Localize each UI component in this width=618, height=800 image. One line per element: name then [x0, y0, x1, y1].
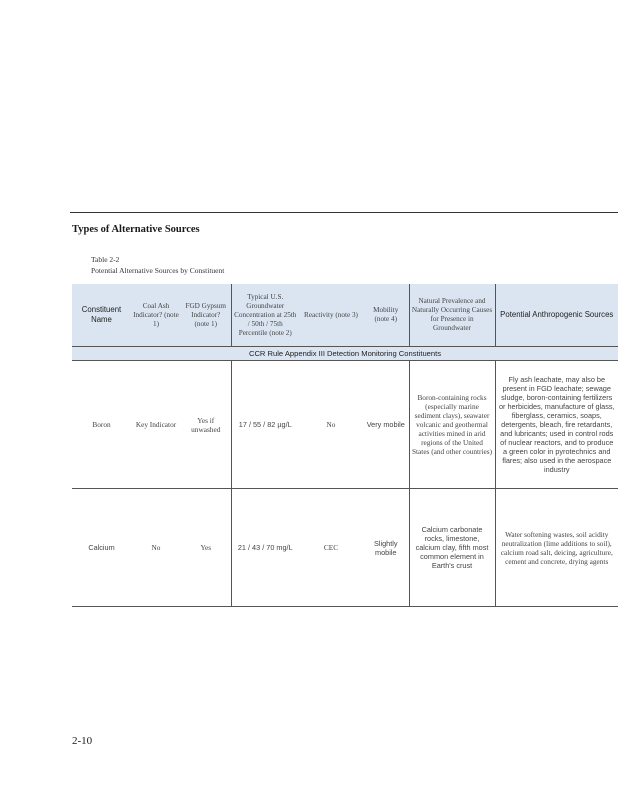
- header-anthropogenic-sources: Potential Anthropogenic Sources: [495, 284, 618, 347]
- header-coal-ash-indicator: Coal Ash Indicator? (note 1): [131, 284, 181, 347]
- header-reactivity: Reactivity (note 3): [299, 284, 363, 347]
- row-mobility: Very mobile: [363, 361, 409, 489]
- row-natural-prevalence: Calcium carbonate rocks, limestone, calcium clay, fifth most common element in Earth's crust: [409, 489, 495, 607]
- row-anthropogenic-sources: Fly ash leachate, may also be present in FGD leachate; sewage sludge, boron-containing fertilizers or herbicides, manufacture of glass, fiberglass, ceramics, soaps, detergents, bleach, fire retardants, and lubricants; used in control rods of nuclear reactors, and to produce a green color in pyrotechnics and flares; also used in the aerospace industry: [495, 361, 618, 489]
- table-row: [72, 361, 618, 489]
- row-anthropogenic-sources: Water softening wastes, soil acidity neutralization (lime additions to soil), calcium road salt, deicing, agriculture, cement and concrete, drying agents: [495, 489, 618, 607]
- header-mobility: Mobility (note 4): [363, 284, 409, 347]
- row-mobility: Slightly mobile: [363, 489, 409, 607]
- row-coal-ash: No: [131, 489, 181, 607]
- row-concentration: 21 / 43 / 70 mg/L: [231, 489, 299, 607]
- table-caption: Potential Alternative Sources by Constituent: [91, 266, 225, 275]
- header-typical-concentration: Typical U.S. Groundwater Concentration at 25th / 50th / 75th Percentile (note 2): [231, 284, 299, 347]
- table-header-row: [72, 284, 618, 347]
- table-number: Table 2-2: [91, 255, 120, 264]
- row-natural-prevalence: Boron-containing rocks (especially marine sediment clays), seawater volcanic and geothermal activities mined in arid regions of the United States (and other countries): [409, 361, 495, 489]
- row-name: Calcium: [72, 489, 131, 607]
- header-natural-prevalence: Natural Prevalence and Naturally Occurring Causes for Presence in Groundwater: [409, 284, 495, 347]
- header-constituent-name: Constituent Name: [72, 284, 131, 347]
- row-concentration: 17 / 55 / 82 µg/L: [231, 361, 299, 489]
- header-fgd-gypsum-indicator: FGD Gypsum Indicator? (note 1): [181, 284, 231, 347]
- row-fgd-gypsum: Yes: [181, 489, 231, 607]
- top-rule: [70, 212, 618, 213]
- row-fgd-gypsum: Yes if unwashed: [181, 361, 231, 489]
- section-title: Types of Alternative Sources: [72, 224, 200, 235]
- group-label-row: [72, 347, 618, 361]
- row-coal-ash: Key Indicator: [131, 361, 181, 489]
- table-row: [72, 489, 618, 607]
- page-number: 2-10: [72, 735, 93, 747]
- group-label: CCR Rule Appendix III Detection Monitoring Constituents: [72, 347, 618, 361]
- alternative-sources-table: [72, 284, 618, 607]
- row-name: Boron: [72, 361, 131, 489]
- row-reactivity: CEC: [299, 489, 363, 607]
- row-reactivity: No: [299, 361, 363, 489]
